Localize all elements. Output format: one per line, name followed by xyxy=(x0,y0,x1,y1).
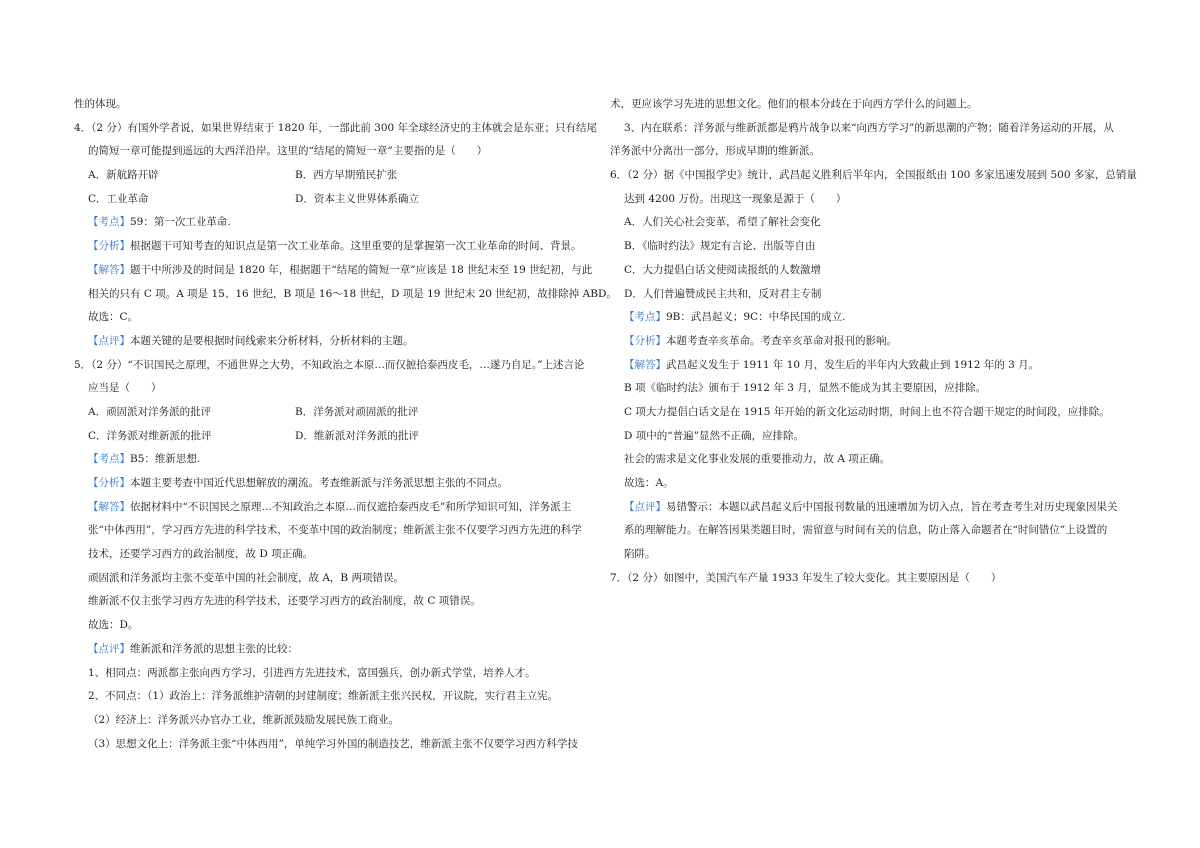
option-row xyxy=(74,401,594,425)
option-b: B．洋务派对顽固派的批评 xyxy=(295,405,419,418)
knowledge-point: 【考点】9B：武昌起义；9C：中华民国的成立. xyxy=(624,311,846,324)
comment: 【点评】易错警示：本题以武昌起义后中国报刊数量的迅速增加为切入点，旨在考查考生对历史现象因果关 xyxy=(624,500,1118,513)
answer-text: 维新派不仅主张学习西方先进的科学技术，还要学习西方的政治制度，故 C 项错误。 xyxy=(88,595,481,608)
answer-tag: 【解答】 xyxy=(88,500,130,513)
question-4 xyxy=(74,117,617,354)
comment-point: （3）思想文化上：洋务派主张“中体西用”，单纯学习外国的制造技艺，维新派主张不仅要学习西方科学技 xyxy=(88,737,578,750)
option-d: D．人们普遍赞成民主共和，反对君主专制 xyxy=(624,287,822,300)
answer-choice: 故选：C。 xyxy=(88,311,139,324)
left-column xyxy=(74,93,617,756)
option-c: C．工业革命 xyxy=(88,192,149,205)
question-stem: 的简短一章可能提到遥远的大西洋沿岸。这里的“结尾的简短一章”主要指的是（ ） xyxy=(88,145,488,158)
analysis: 【分析】根据题干可知考查的知识点是第一次工业革命。这里重要的是掌握第一次工业革命的时间、背景。 xyxy=(88,240,582,253)
question-stem: 6．（2 分）据《中国报学史》统计，武昌起义胜利后半年内，全国报纸由 100 多家迅速发展到 500 多家，总销量 xyxy=(610,169,1137,182)
knowledge-point-tag: 【考点】 xyxy=(624,311,666,324)
comment-point: 2、不同点：（1）政治上：洋务派维护清朝的封建制度；维新派主张兴民权，开议院，实行君主立宪。 xyxy=(88,690,559,703)
continuation-text: 性的体现。 xyxy=(74,98,127,110)
continuation-text: 洋务派中分离出一部分，形成早期的维新派。 xyxy=(610,145,820,158)
knowledge-point-tag: 【考点】 xyxy=(88,453,130,466)
option-row xyxy=(74,188,594,212)
answer-text: D 项中的“普遍”显然不正确，应排除。 xyxy=(624,429,804,442)
option-d: D．资本主义世界体系确立 xyxy=(295,192,419,205)
comment-tag: 【点评】 xyxy=(88,334,130,347)
continuation-text: 术，更应该学习先进的思想文化。他们的根本分歧在于向西方学什么的问题上。 xyxy=(610,98,978,110)
answer: 【解答】武昌起义发生于 1911 年 10 月，发生后的半年内大致截止到 1912 年的 3 月。 xyxy=(624,358,1040,371)
question-stem: 7．（2 分）如图中，美国汽车产量 1933 年发生了较大变化。其主要原因是（ ） xyxy=(610,571,1002,584)
option-d: D．维新派对洋务派的批评 xyxy=(295,429,419,442)
comment-text: 系的理解能力。在解答因果类题目时，需留意与时间有关的信息，防止落入命题者在“时间错位”上设置的 xyxy=(624,524,1108,537)
comment: 【点评】本题关键的是要根据时间线索来分析材料，分析材料的主题。 xyxy=(88,334,414,347)
right-column xyxy=(610,93,1137,590)
answer-text: 顽固派和洋务派均主张不变革中国的社会制度，故 A，B 两项错误。 xyxy=(88,571,404,584)
analysis: 【分析】本题考查辛亥革命。考查辛亥革命对报刊的影响。 xyxy=(624,334,897,347)
answer-text: C 项大力提倡白话文是在 1915 年开始的新文化运动时期，时间上也不符合题干规定的时间段，应排除。 xyxy=(624,405,1110,418)
question-stem: 5．（2 分）“不识国民之原理，不通世界之大势，不知政治之本原…而仅摭拾泰西皮毛，…遂乃自足。”上述言论 xyxy=(74,358,585,371)
answer: 【解答】依据材料中“不识国民之原理…不知政治之本原…而仅遮拾泰西皮毛”和所学知识可知，洋务派主 xyxy=(88,500,572,513)
analysis-tag: 【分析】 xyxy=(624,334,666,347)
question-stem: 4．（2 分）有国外学者说，如果世界结束于 1820 年，一部此前 300 年全球经济史的主体就会是东亚；只有结尾 xyxy=(74,121,598,134)
question-7 xyxy=(610,567,1130,591)
analysis: 【分析】本题主要考查中国近代思想解放的潮流。考查维新派与洋务派思想主张的不同点。 xyxy=(88,477,508,489)
knowledge-point: 【考点】B5：维新思想. xyxy=(88,453,201,466)
answer-text: 相关的只有 C 项。A 项是 15、16 世纪，B 项是 16～18 世纪，D 项是 19 世纪末 20 世纪初，故排除掉 ABD。 xyxy=(88,287,617,300)
answer-text: B 项《临时约法》颁布于 1912 年 3 月，显然不能成为其主要原因，应排除。 xyxy=(624,382,987,395)
option-row xyxy=(74,164,594,188)
option-b: B．西方早期殖民扩张 xyxy=(295,169,398,182)
answer-choice: 故选：D。 xyxy=(88,619,139,632)
comment-text: 陷阱。 xyxy=(624,548,656,561)
question-stem: 应当是（ ） xyxy=(88,382,162,395)
option-a: A．人们关心社会变革，希望了解社会变化 xyxy=(624,216,821,229)
option-b: B．《临时约法》规定有言论、出版等自由 xyxy=(624,240,816,253)
analysis-tag: 【分析】 xyxy=(88,240,130,253)
comment-tag: 【点评】 xyxy=(624,500,666,513)
option-a: A．新航路开辟 xyxy=(88,169,159,182)
knowledge-point-tag: 【考点】 xyxy=(88,216,130,229)
option-c: C．洋务派对维新派的批评 xyxy=(88,429,212,442)
answer-text: 社会的需求是文化事业发展的重要推动力，故 A 项正确。 xyxy=(624,453,891,466)
question-stem: 达到 4200 万份。出现这一现象是源于（ ） xyxy=(624,192,847,205)
question-5 xyxy=(74,354,594,757)
continuation-text: 3、内在联系：洋务派与维新派都是鸦片战争以来“向西方学习”的新思潮的产物；随着洋务运动的开展，从 xyxy=(624,121,1114,134)
answer: 【解答】题干中所涉及的时间是 1820 年，根据题干“结尾的简短一章”应该是 18 世纪末至 19 世纪初，与此 xyxy=(88,263,593,276)
option-c: C．大力提倡白话文使阅读报纸的人数激增 xyxy=(624,263,822,276)
answer-text: 张“中体西用”，学习西方先进的科学技术，不变革中国的政治制度；维新派主张不仅要学习西方先进的科学 xyxy=(88,524,582,537)
comment: 【点评】维新派和洋务派的思想主张的比较： xyxy=(88,642,298,655)
option-row xyxy=(74,425,594,449)
answer-text: 技术，还要学习西方的政治制度，故 D 项正确。 xyxy=(88,548,314,561)
comment-tag: 【点评】 xyxy=(88,642,130,655)
answer-tag: 【解答】 xyxy=(624,358,666,371)
question-6 xyxy=(610,164,1137,567)
option-a: A．顽固派对洋务派的批评 xyxy=(88,405,212,418)
comment-point: （2）经济上：洋务派兴办官办工业，维新派鼓励发展民族工商业。 xyxy=(88,713,400,726)
comment-point: 1、相同点：两派都主张向西方学习，引进西方先进技术，富国强兵，创办新式学堂，培养人才。 xyxy=(88,666,536,679)
analysis-tag: 【分析】 xyxy=(88,477,130,489)
knowledge-point: 【考点】59：第一次工业革命. xyxy=(88,216,231,229)
answer-tag: 【解答】 xyxy=(88,263,130,276)
answer-choice: 故选：A。 xyxy=(624,477,674,489)
